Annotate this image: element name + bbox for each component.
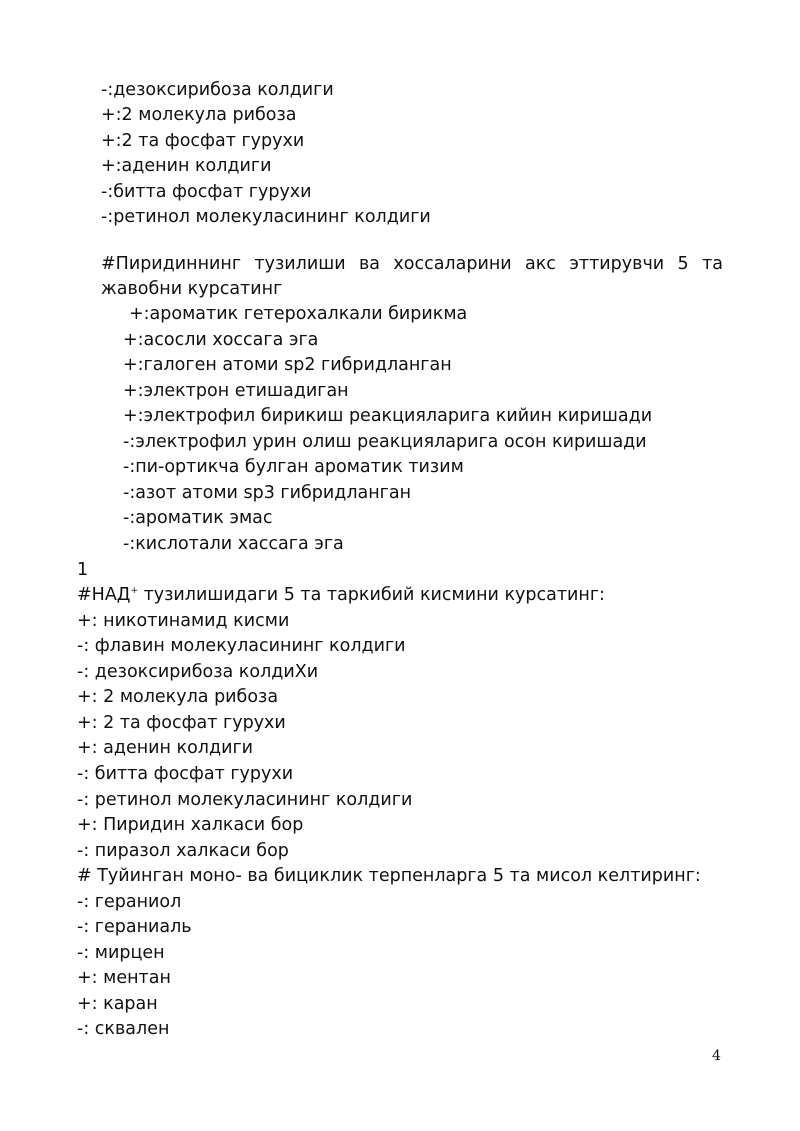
answer-option: +: 2 та фосфат гурухи	[77, 713, 286, 733]
question-pyridine	[101, 252, 723, 302]
answer-option: -:азот атоми sp3 гибридланган	[123, 483, 412, 503]
answer-option: +:электрофил бирикиш реакцияларига кийин киришади	[123, 406, 653, 426]
answer-option: +:ароматик гетерохалкали бирикма	[129, 304, 468, 324]
answer-option: -:кислотали хассага эга	[123, 534, 344, 554]
answer-option: -: гераниаль	[77, 917, 192, 937]
answer-option: +:2 та фосфат гурухи	[101, 131, 305, 151]
answer-option: +:асосли хоссага эга	[123, 330, 319, 350]
answer-option: +: каран	[77, 994, 158, 1014]
section-marker: 1	[77, 560, 89, 580]
answer-option: +:аденин колдиги	[101, 156, 272, 176]
answer-option: +:электрон етишадиган	[123, 381, 349, 401]
answer-option: +: ментан	[77, 968, 171, 988]
answer-option: +: аденин колдиги	[77, 738, 254, 758]
answer-option: +: никотинамид кисми	[77, 611, 290, 631]
answer-option: -:электрофил урин олиш реакцияларига осон киришади	[123, 432, 647, 452]
answer-option: -: битта фосфат гурухи	[77, 764, 294, 784]
answer-option: -:пи-ортикча булган ароматик тизим	[123, 457, 464, 477]
question-terpenes: # Туйинган моно- ва бициклик терпенларга 5 та мисол келтиринг:	[77, 866, 701, 886]
superscript: +	[130, 586, 139, 597]
answer-option: +:галоген атоми sp2 гибридланган	[123, 355, 452, 375]
answer-option: -: мирцен	[77, 943, 165, 963]
answer-option: +: Пиридин халкаси бор	[77, 815, 304, 835]
question-prefix: #НАД	[77, 585, 131, 605]
answer-option: +: 2 молекула рибоза	[77, 687, 279, 707]
answer-option: -: дезоксирибоза колдиХи	[77, 662, 319, 682]
question-nad	[77, 584, 605, 606]
answer-option: -:ретинол молекуласининг колдиги	[101, 207, 431, 227]
answer-option: +:2 молекула рибоза	[101, 105, 297, 125]
answer-option: -: флавин молекуласининг колдиги	[77, 636, 406, 656]
page-number: 4	[712, 1048, 721, 1064]
answer-option: -: сквален	[77, 1019, 170, 1039]
answer-option: -:битта фосфат гурухи	[101, 182, 312, 202]
answer-option: -: гераниол	[77, 892, 182, 912]
question-line: #Пиридиннинг тузилиши ва хоссаларини акс эттирувчи 5 та	[101, 254, 723, 274]
answer-option: -:ароматик эмас	[123, 508, 273, 528]
answer-option: -: ретинол молекуласининг колдиги	[77, 790, 413, 810]
question-line: жавобни курсатинг	[101, 279, 283, 299]
answer-option: -: пиразол халкаси бор	[77, 841, 289, 861]
answer-option: -:дезоксирибоза колдиги	[101, 80, 334, 100]
question-text: тузилишидаги 5 та таркибий кисмини курсатинг:	[138, 585, 605, 605]
